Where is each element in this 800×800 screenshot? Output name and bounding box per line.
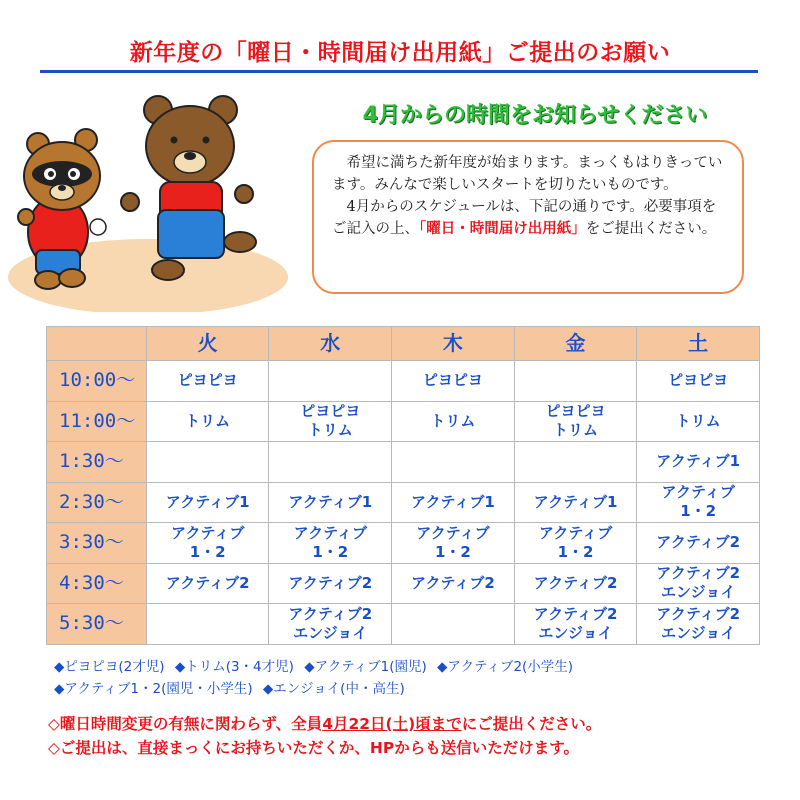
schedule-cell: アクティブ2 — [514, 563, 637, 604]
subtitle: 4月からの時間をお知らせください — [362, 103, 708, 128]
deadline-date: 4月22日(土)頃まで — [322, 715, 462, 733]
schedule-cell — [269, 361, 392, 402]
day-header: 土 — [637, 327, 760, 361]
schedule-cell: アクティブ2 — [392, 563, 515, 604]
time-slot: 1:30〜 — [47, 442, 147, 483]
schedule-cell: トリム — [637, 401, 760, 442]
schedule-cell — [392, 442, 515, 483]
schedule-row — [47, 563, 760, 604]
schedule-cell: ピヨピヨ — [146, 361, 269, 402]
legend-item: ◆アクティブ1・2(園児・小学生) — [54, 681, 253, 697]
schedule-cell: ピヨピヨ トリム — [514, 401, 637, 442]
schedule-row — [47, 442, 760, 483]
message-paragraph-1: 希望に満ちた新年度が始まります。まっくもはりきっています。みんなで楽しいスタートを切りたいものです。 — [332, 155, 723, 193]
schedule-row — [47, 523, 760, 564]
schedule-cell: アクティブ1 — [514, 482, 637, 523]
schedule-cell: ピヨピヨ トリム — [269, 401, 392, 442]
schedule-cell — [146, 604, 269, 645]
schedule-cell: アクティブ 1・2 — [146, 523, 269, 564]
class-legend — [54, 656, 774, 700]
schedule-cell — [514, 361, 637, 402]
legend-item: ◆トリム(3・4才児) — [174, 659, 294, 675]
message-paragraph-2 — [332, 196, 728, 240]
schedule-cell: アクティブ1 — [146, 482, 269, 523]
schedule-cell — [269, 442, 392, 483]
schedule-cell: アクティブ2 — [637, 523, 760, 564]
time-slot: 3:30〜 — [47, 523, 147, 564]
note-text: ◇曜日時間変更の有無に関わらず、全員 — [48, 715, 323, 733]
time-slot: 4:30〜 — [47, 563, 147, 604]
legend-item: ◆ピヨピヨ(2才児) — [54, 659, 165, 675]
note-submission: ◇ご提出は、直接まっくにお持ちいただくか、HPからも送信いただけます。 — [48, 739, 580, 757]
schedule-cell: アクティブ2 — [146, 563, 269, 604]
message-text: をご提出ください。 — [585, 221, 717, 237]
time-slot: 11:00〜 — [47, 401, 147, 442]
day-header: 水 — [269, 327, 392, 361]
schedule-cell — [146, 442, 269, 483]
page-title: 新年度の「曜日・時間届け出用紙」ご提出のお願い — [129, 40, 671, 66]
time-slot: 10:00〜 — [47, 361, 147, 402]
schedule-row — [47, 361, 760, 402]
schedule-cell: アクティブ1 — [392, 482, 515, 523]
schedule-row — [47, 604, 760, 645]
schedule-cell: アクティブ2 エンジョイ — [269, 604, 392, 645]
schedule-cell: アクティブ 1・2 — [269, 523, 392, 564]
schedule-header-row — [47, 327, 760, 361]
header-corner — [47, 327, 147, 361]
day-header: 金 — [514, 327, 637, 361]
note-text: にご提出ください。 — [461, 715, 602, 733]
schedule-cell: ピヨピヨ — [392, 361, 515, 402]
note-deadline — [48, 712, 788, 736]
notes — [48, 712, 788, 760]
day-header: 火 — [146, 327, 269, 361]
schedule-cell: アクティブ2 エンジョイ — [637, 563, 760, 604]
day-header: 木 — [392, 327, 515, 361]
legend-line-2 — [54, 678, 774, 700]
schedule-cell: アクティブ1 — [269, 482, 392, 523]
schedule-cell: トリム — [146, 401, 269, 442]
schedule-cell — [514, 442, 637, 483]
legend-item: ◆アクティブ1(園児) — [304, 659, 427, 675]
legend-item: ◆アクティブ2(小学生) — [437, 659, 574, 675]
schedule-cell: アクティブ2 — [269, 563, 392, 604]
schedule-table — [46, 326, 760, 645]
schedule-cell: アクティブ 1・2 — [392, 523, 515, 564]
time-slot: 5:30〜 — [47, 604, 147, 645]
schedule-cell — [392, 604, 515, 645]
schedule-row — [47, 482, 760, 523]
message-text: 4月からのスケジュールは、下記の通りです。必要事項をご記入の上、 — [332, 199, 717, 237]
schedule-cell: アクティブ 1・2 — [637, 482, 760, 523]
schedule-cell: アクティブ 1・2 — [514, 523, 637, 564]
schedule-row — [47, 401, 760, 442]
time-slot: 2:30〜 — [47, 482, 147, 523]
legend-line-1 — [54, 656, 774, 678]
title-underline — [40, 70, 758, 73]
schedule-cell: アクティブ2 エンジョイ — [637, 604, 760, 645]
bear-mascots-illustration — [8, 82, 298, 312]
form-name-highlight: 「曜日・時間届け出用紙」 — [419, 221, 586, 237]
legend-item: ◆エンジョイ(中・高生) — [262, 681, 405, 697]
schedule-cell: アクティブ2 エンジョイ — [514, 604, 637, 645]
message-box — [312, 140, 744, 294]
schedule-cell: アクティブ1 — [637, 442, 760, 483]
schedule-cell: ピヨピヨ — [637, 361, 760, 402]
schedule-cell: トリム — [392, 401, 515, 442]
